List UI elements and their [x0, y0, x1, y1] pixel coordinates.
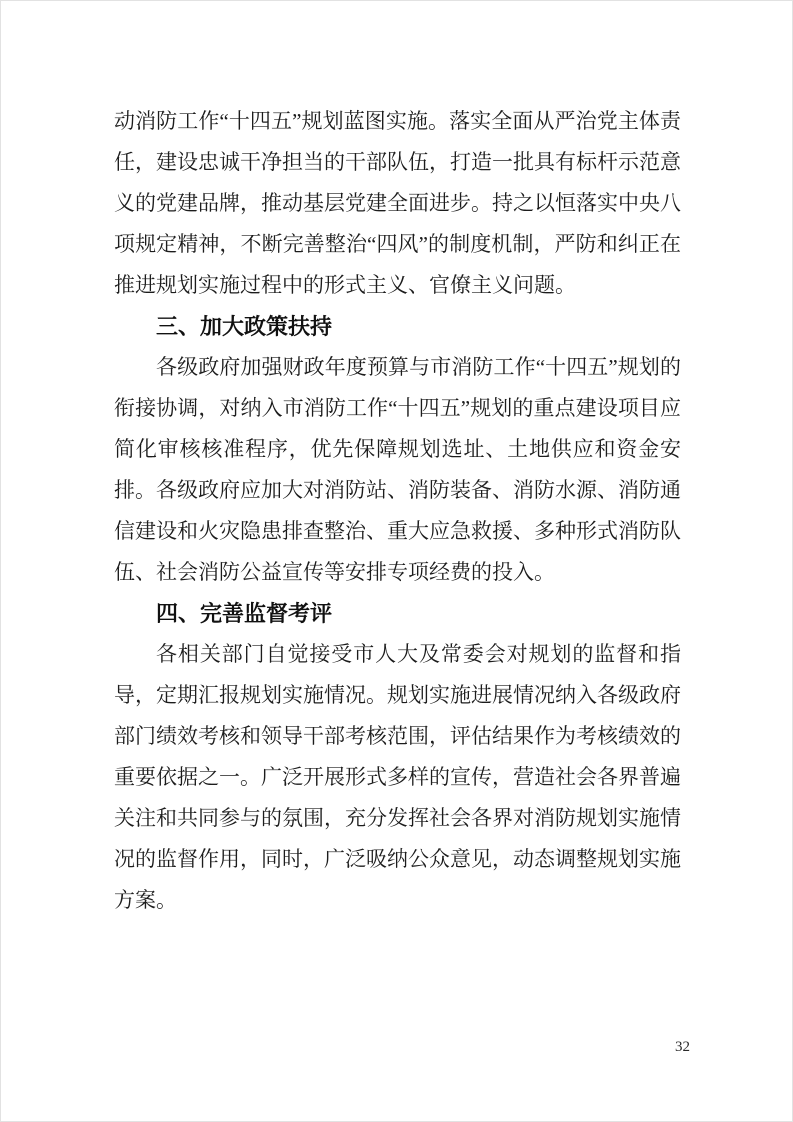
section-heading-policy-support: 三、加大政策扶持 [156, 314, 333, 339]
paragraph-continued-from-previous-page: 动消防工作“十四五”规划蓝图实施。落实全面从严治党主体责任，建设忠诚干净担当的干部队伍，打造一批具有标杆示范意义的党建品牌，推动基层党建全面进步。持之以恒落实中央八项规定精神，不断完善整治“四风”的制度机制，严防和纠正在推进规划实施过程中的形式主义、官僚主义问题。 [114, 109, 681, 297]
paragraph-supervision-evaluation: 各相关部门自觉接受市人大及常委会对规划的监督和指导，定期汇报规划实施情况。规划实施进展情况纳入各级政府部门绩效考核和领导干部考核范围，评估结果作为考核绩效的重要依据之一。广泛开展形式多样的宣传，营造社会各界普遍关注和共同参与的氛围，充分发挥社会各界对消防规划实施情况的监督作用，同时，广泛吸纳公众意见，动态调整规划实施方案。 [114, 642, 681, 912]
page-number: 32 [675, 1039, 690, 1055]
document-content [114, 101, 681, 921]
section-heading-supervision-evaluation: 四、完善监督考评 [156, 601, 333, 626]
paragraph-policy-support: 各级政府加强财政年度预算与市消防工作“十四五”规划的衔接协调，对纳入市消防工作“十四五”规划的重点建设项目应简化审核核准程序，优先保障规划选址、土地供应和资金安排。各级政府应加大对消防站、消防装备、消防水源、消防通信建设和火灾隐患排查整治、重大应急救援、多种形式消防队伍、社会消防公益宣传等安排专项经费的投入。 [114, 355, 681, 584]
